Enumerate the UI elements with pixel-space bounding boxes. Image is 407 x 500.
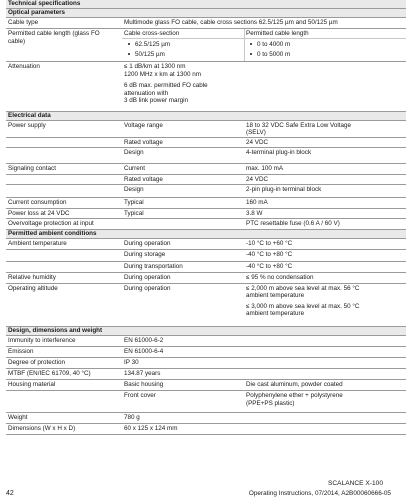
cell-value: 60 x 125 x 124 mm (124, 425, 178, 432)
cell-value: 6 dB max. permitted FO cable (124, 82, 208, 89)
column-divider (244, 29, 245, 61)
cell-value: Die cast aluminum, powder coated (246, 381, 343, 388)
cell-value: 18 to 32 VDC Safe Extra Low Voltage (246, 122, 352, 129)
table-row (6, 148, 406, 164)
cell-value: 4-terminal plug-in block (246, 149, 312, 156)
cell-key: Basic housing (124, 381, 164, 388)
section-ambient: Permitted ambient conditions (6, 230, 406, 239)
table-row (6, 18, 406, 29)
cell-label: Overvoltage protection at input (8, 220, 94, 227)
cell-value: 24 VDC (246, 138, 269, 146)
cell-label: Dimensions (W x H x D) (8, 425, 76, 432)
cell-key: Typical (124, 209, 144, 217)
cell-label: Degree of protection (8, 359, 66, 366)
subhead-divider (122, 38, 406, 39)
cell-value: (PPE+PS plastic) (246, 399, 295, 407)
cell-subhead: Permitted cable length (246, 30, 309, 37)
table-row (6, 380, 406, 391)
cell-label: Current consumption (8, 199, 67, 206)
bullet-icon (128, 53, 130, 55)
cell-label: Cable type (8, 19, 39, 26)
cell-value: ambient temperature (246, 310, 305, 318)
cell-value: PTC resettable fuse (0.6 A / 60 V) (246, 220, 340, 227)
cell-label: Relative humidity (8, 274, 56, 281)
cell-key: Design (124, 186, 144, 193)
cell-value: EN 61000-6-4 (124, 348, 164, 355)
cell-value: Polyphenylene ether + polystyrene (246, 392, 343, 399)
page-number: 42 (6, 490, 14, 497)
cell-value: 3 dB link power margin (124, 97, 189, 105)
table-row (6, 250, 406, 262)
list-item: 62.5/125 µm (128, 41, 170, 49)
table-row (6, 209, 406, 220)
cell-label: Emission (8, 348, 34, 355)
table-row (6, 424, 406, 435)
cell-key: Design (124, 149, 144, 156)
list-item: 50/125 µm (128, 51, 165, 59)
table-row (6, 336, 406, 347)
cell-value: 3.8 W (246, 209, 263, 217)
table-row (6, 391, 406, 413)
cell-value: (SELV) (246, 129, 266, 137)
section-optical: Optical parameters (6, 9, 406, 18)
cell-label: cable) (8, 37, 26, 45)
cell-label: Power loss at 24 VDC (8, 209, 70, 217)
spec-table (6, 0, 406, 435)
cell-key: Current (124, 165, 145, 172)
table-row (6, 369, 406, 380)
list-item: 0 to 4000 m (250, 41, 290, 49)
cell-key: Front cover (124, 392, 156, 399)
table-row (6, 175, 406, 186)
cell-label: Housing material (8, 381, 56, 388)
cell-key: During operation (124, 274, 171, 281)
cell-value: -40 °C to +80 °C (246, 251, 293, 258)
table-row (6, 62, 406, 112)
table-row (6, 198, 406, 209)
cell-label: Weight (8, 414, 28, 421)
cell-label: Ambient temperature (8, 239, 67, 247)
cell-value: 780 g (124, 414, 140, 421)
cell-key: During storage (124, 251, 166, 258)
cell-value: ≤ 3,000 m above sea level at max. 50 °C (246, 303, 360, 310)
table-row (6, 185, 406, 198)
cell-value: ambient temperature (246, 292, 305, 300)
cell-value: Multimode glass FO cable, cable cross sections 62.5/125 µm and 50/125 µm (124, 19, 338, 26)
bullet-icon (128, 43, 130, 45)
table-row (6, 219, 406, 230)
cell-label: MTBF (EN/IEC 61709, 40 °C) (8, 370, 91, 377)
cell-value: 134.87 years (124, 370, 161, 377)
table-row (6, 358, 406, 369)
cell-label: Immunity to interference (8, 337, 76, 344)
table-row (6, 121, 406, 138)
cell-value: -40 °C to +80 °C (246, 262, 293, 270)
bullet-icon (250, 53, 252, 55)
table-row (6, 347, 406, 358)
cell-label: Permitted cable length (glass FO (8, 30, 100, 37)
cell-value: 24 VDC (246, 175, 269, 183)
cell-value: ≤ 95 % no condensation (246, 274, 314, 281)
table-row (6, 273, 406, 284)
table-title: Technical specifications (6, 0, 406, 9)
cell-key: Typical (124, 199, 144, 206)
cell-label: Signaling contact (8, 165, 56, 172)
cell-value: EN 61000-6-2 (124, 337, 164, 344)
footer-product-name: SCALANCE X-100 (328, 480, 383, 487)
cell-subhead: Cable cross-section (124, 30, 180, 37)
bullet-icon (250, 43, 252, 45)
cell-key: Rated voltage (124, 175, 163, 183)
cell-value: 2-pin plug-in terminal block (246, 186, 322, 193)
footer-document-id: Operating Instructions, 07/2014, A2B00060666-05 (248, 490, 391, 497)
table-row (6, 239, 406, 251)
cell-label: Attenuation (8, 63, 40, 70)
cell-value: ≤ 2,000 m above sea level at max. 56 °C (246, 285, 360, 292)
cell-key: During transportation (124, 262, 183, 270)
section-design: Design, dimensions and weight (6, 327, 406, 336)
cell-key: Rated voltage (124, 138, 163, 146)
table-row (6, 138, 406, 149)
table-row (6, 262, 406, 274)
cell-key: During operation (124, 239, 171, 247)
cell-value: 1200 MHz x km at 1300 nm (124, 70, 201, 78)
cell-label: Power supply (8, 122, 46, 129)
list-item: 0 to 5000 m (250, 51, 290, 59)
table-row (6, 164, 406, 175)
cell-value: ≤ 1 dB/km at 1300 nm (124, 63, 186, 70)
section-electrical: Electrical data (6, 112, 406, 121)
table-row (6, 284, 406, 327)
table-row (6, 413, 406, 424)
cell-value: -10 °C to +60 °C (246, 239, 293, 247)
cell-value: 160 mA (246, 199, 268, 206)
cell-value: max. 100 mA (246, 165, 284, 172)
cell-label: Operating altitude (8, 285, 58, 292)
cell-value: IP 30 (124, 359, 139, 366)
table-row (6, 29, 406, 62)
cell-value: attenuation with (124, 89, 169, 97)
cell-key: Voltage range (124, 122, 163, 129)
cell-key: During operation (124, 285, 171, 292)
